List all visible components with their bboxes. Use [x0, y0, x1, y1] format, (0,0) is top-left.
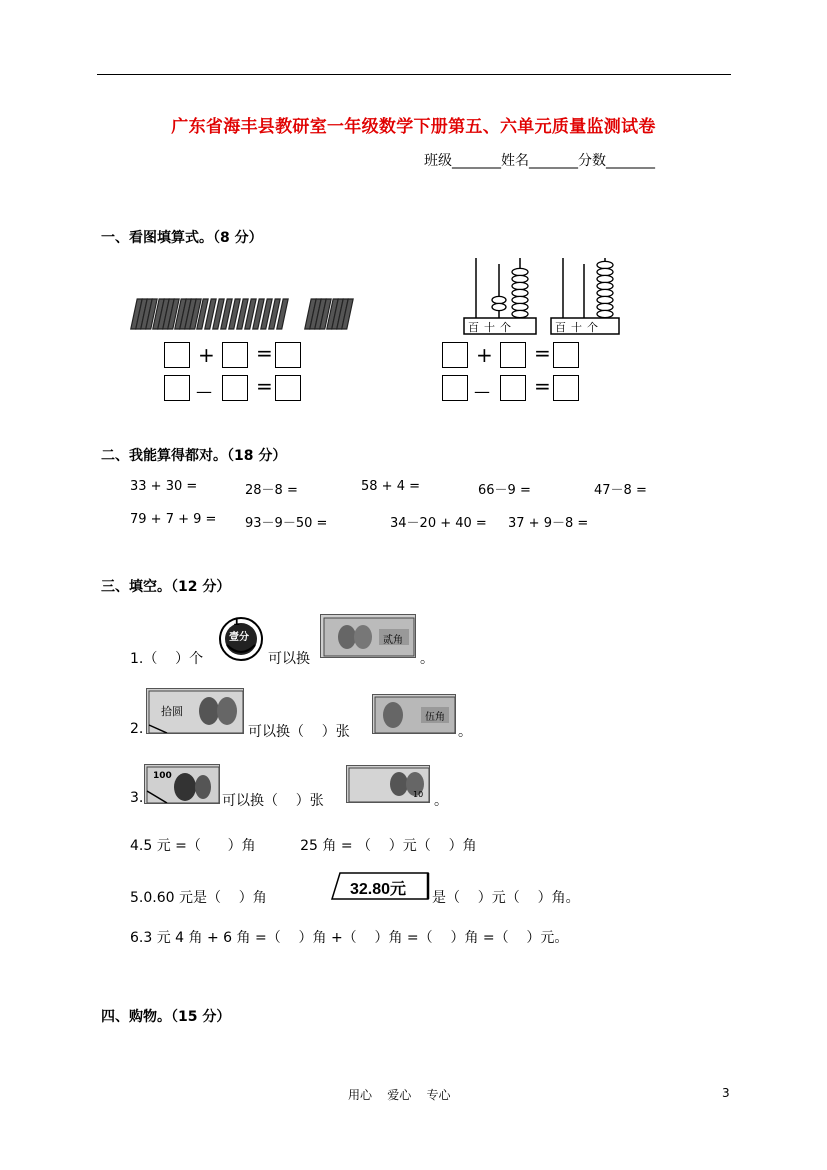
equals-sign: =: [534, 374, 551, 398]
answer-box[interactable]: [222, 375, 248, 401]
section-1-heading: 一、看图填算式。（8 分）: [101, 230, 263, 246]
section-2-heading: 二、我能算得都对。（18 分）: [101, 448, 287, 464]
ten-yuan-label: 拾圆: [161, 705, 183, 718]
abacus-label-hundreds: 百: [555, 321, 571, 334]
fill-question-4: 4.5 元 =（ ）角 25 角 = （ ）元（ ）角: [130, 838, 477, 854]
page-title: 广东省海丰县教研室一年级数学下册第五、六单元质量监测试卷: [171, 117, 656, 137]
equals-sign: =: [534, 341, 551, 365]
plus-sign: +: [198, 343, 215, 367]
section-4-heading: 四、购物。（15 分）: [101, 1009, 231, 1025]
answer-box[interactable]: [275, 342, 301, 368]
coin-label: 壹分: [229, 632, 249, 643]
abacus-label-ones: 个: [500, 321, 516, 334]
fill-question-2-text: 可以换（ ）张: [248, 724, 350, 740]
answer-box[interactable]: [442, 375, 468, 401]
calc-item: 58 + 4 =: [361, 479, 420, 494]
hundred-yuan-note-image: [144, 764, 220, 804]
five-jiao-note-image: [372, 694, 456, 734]
answer-box[interactable]: [500, 342, 526, 368]
five-jiao-label: 伍角: [425, 712, 445, 723]
answer-box[interactable]: [500, 375, 526, 401]
abacus-label-tens: 十: [571, 321, 587, 334]
counting-sticks-illustration: [126, 295, 356, 335]
calc-item: 33 + 30 =: [130, 479, 198, 494]
section-3-heading: 三、填空。（12 分）: [101, 579, 231, 595]
fill-question-5: 5.0.60 元是（ ）角: [130, 890, 267, 906]
fill-question-1-text: 可以换: [268, 651, 310, 667]
answer-box[interactable]: [442, 342, 468, 368]
calc-item: 66－9 =: [478, 483, 531, 498]
two-jiao-note-image: [320, 614, 416, 658]
answer-box[interactable]: [553, 342, 579, 368]
calc-item: 47－8 =: [594, 483, 647, 498]
calc-item: 28－8 =: [245, 483, 298, 498]
ten-yuan-note-image: [146, 688, 244, 734]
hundred-label: 100: [153, 771, 172, 781]
abacus-label-hundreds: 百: [468, 321, 484, 334]
fill-question-2-end: 。: [458, 724, 472, 740]
fill-question-1-end: 。: [420, 651, 434, 667]
answer-box[interactable]: [164, 342, 190, 368]
answer-box[interactable]: [553, 375, 579, 401]
abacus-label-ones: 个: [587, 321, 603, 334]
calc-item: 79 + 7 + 9 =: [130, 512, 217, 527]
two-jiao-label: 贰角: [383, 635, 403, 646]
answer-box[interactable]: [222, 342, 248, 368]
answer-box[interactable]: [275, 375, 301, 401]
footer-motto: 用心 爱心 专心: [348, 1088, 451, 1102]
ten-yuan-note-small-image: [346, 765, 430, 803]
page-number: 3: [722, 1086, 730, 1100]
plus-sign: +: [476, 343, 493, 367]
fill-question-3-text: 可以换（ ）张: [222, 793, 324, 809]
header-rule: [97, 74, 731, 75]
fill-question-5-text: 是（ ）元（ ）角。: [432, 890, 580, 906]
fill-question-2: 2.: [130, 721, 144, 737]
price-tag-value: 32.80元: [350, 881, 407, 898]
fill-question-3-end: 。: [434, 793, 448, 809]
equals-sign: =: [256, 374, 273, 398]
calc-item: 93－9－50 =: [245, 516, 328, 531]
minus-sign: —: [196, 382, 212, 401]
abacus-label-tens: 十: [484, 321, 500, 334]
minus-sign: —: [474, 382, 490, 401]
fill-question-3: 3.: [130, 790, 144, 806]
calc-item: 37 + 9－8 =: [508, 516, 589, 531]
coin-number: 1: [233, 617, 240, 628]
ten-label: 10: [413, 790, 424, 799]
fill-question-6: 6.3 元 4 角 + 6 角 =（ ）角 +（ ）角 =（ ）角 =（ ）元。: [130, 930, 569, 946]
answer-box[interactable]: [164, 375, 190, 401]
fill-question-1: 1.（ ）个: [130, 651, 204, 667]
calc-item: 34－20 + 40 =: [390, 516, 487, 531]
student-info-line: 班级_______姓名_______分数_______: [424, 153, 655, 169]
equals-sign: =: [256, 341, 273, 365]
